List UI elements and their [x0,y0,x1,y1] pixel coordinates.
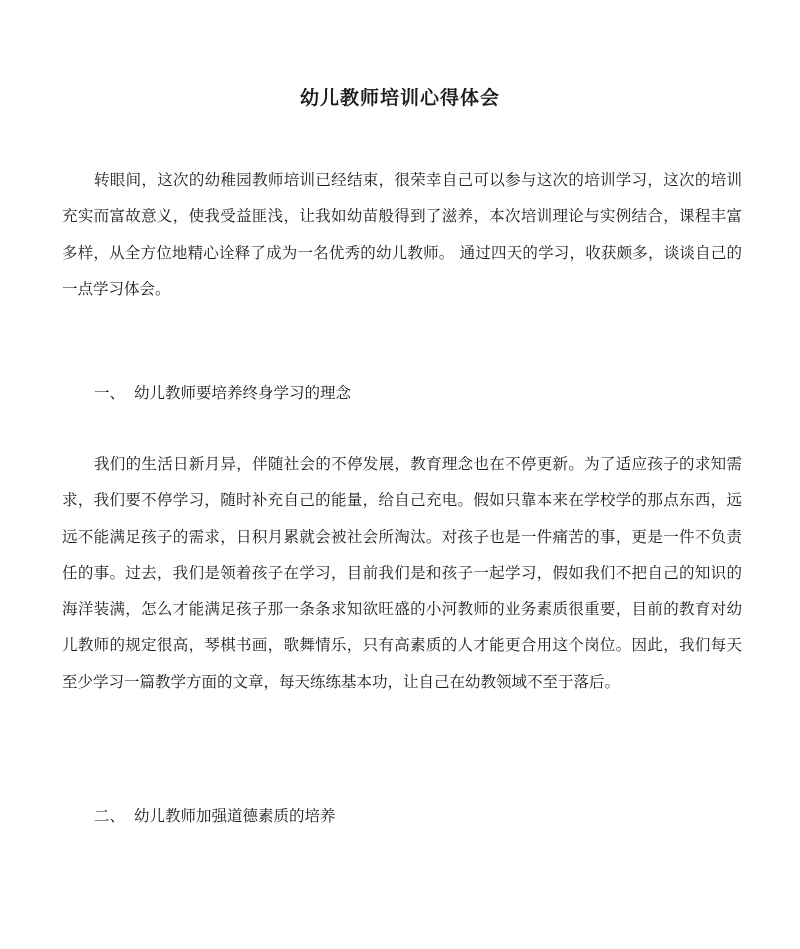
section-title-2: 幼儿教师加强道德素质的培养 [134,807,336,825]
intro-paragraph: 转眼间，这次的幼稚园教师培训已经结束，很荣幸自己可以参与这次的培训学习，这次的培训充实而富故意义，使我受益匪浅，让我如幼苗般得到了滋养，本次培训理论与实例结合，课程丰富多样，从全方位地精心诠释了成为一名优秀的幼儿教师。 通过四天的学习，收获颇多，谈谈自己的一点学习体会。 [62,171,742,298]
section-1-paragraph: 我们的生活日新月异，伴随社会的不停发展，教育理念也在不停更新。为了适应孩子的求知需求，我们要不停学习，随时补充自己的能量，给自己充电。假如只靠本来在学校学的那点东西，远远不能满足孩子的需求，日积月累就会被社会所淘汰。对孩子也是一件痛苦的事，更是一件不负责任的事。过去，我们是领着孩子在学习，目前我们是和孩子一起学习，假如我们不把自己的知识的海洋装满，怎么才能满足孩子那一条条求知欲旺盛的小河教师的业务素质很重要，目前的教育对幼儿教师的规定很高，琴棋书画，歌舞情乐，只有高素质的人才能更合用这个岗位。因此，我们每天至少学习一篇教学方面的文章，每天练练基本功，让自己在幼教领域不至于落后。 [62,455,742,691]
section-title-1: 幼儿教师要培养终身学习的理念 [134,384,352,402]
document-title: 幼儿教师培训心得体会 [299,87,500,109]
section-heading-2 [94,802,336,830]
section-number-1: 一、 [94,384,126,402]
section-number-2: 二、 [94,807,126,825]
section-heading-1 [94,379,351,407]
